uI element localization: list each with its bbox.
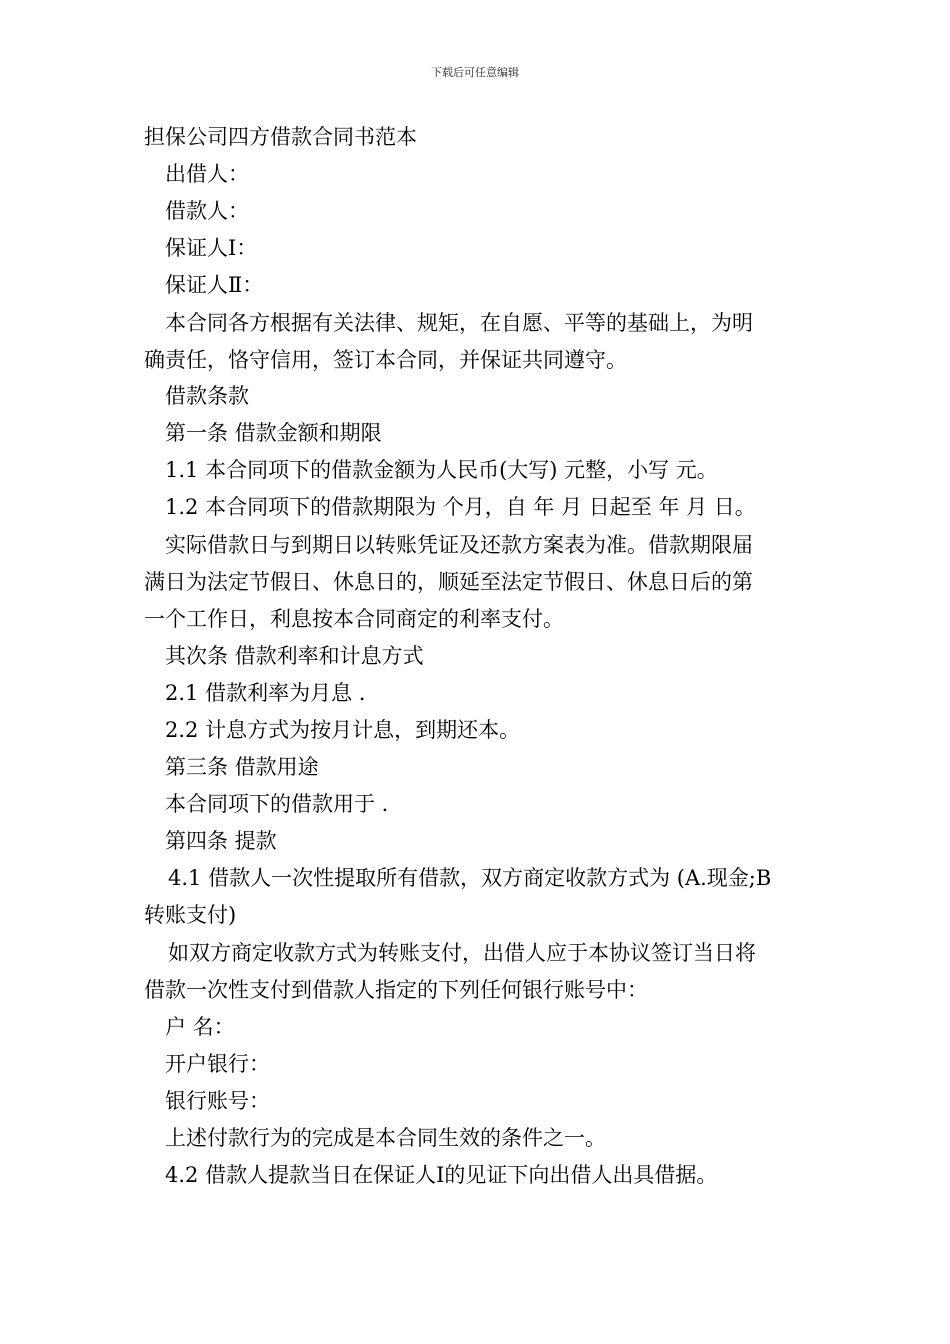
document-title: 担保公司四方借款合同书范本 (144, 125, 417, 149)
page-header-note: 下载后可任意编辑 (431, 66, 519, 79)
bank-account-label: 银行账号： (165, 1089, 270, 1113)
party-borrower-label: 借款人： (165, 199, 249, 223)
bank-name-label: 开户银行： (165, 1052, 270, 1076)
section-heading-loan-terms: 借款条款 (165, 384, 249, 408)
article-1-heading: 第一条 借款金额和期限 (165, 421, 382, 445)
paragraph-actual-date-line-1: 实际借款日与到期日以转账凭证及还款方案表为准。借款期限届 (165, 533, 753, 557)
clause-4-1-line-2: 转账支付) (144, 903, 237, 927)
party-guarantor-1-label: 保证人Ⅰ： (165, 236, 258, 260)
article-4-heading: 第四条 提款 (165, 829, 277, 853)
paragraph-actual-date-line-3: 一个工作日，利息按本合同商定的利率支付。 (144, 607, 564, 631)
preamble-line-1: 本合同各方根据有关法律、规矩，在自愿、平等的基础上，为明 (165, 311, 753, 335)
article-3-body: 本合同项下的借款用于 . (165, 792, 389, 816)
party-lender-label: 出借人： (165, 162, 249, 186)
transfer-paragraph-line-2: 借款一次性支付到借款人指定的下列任何银行账号中： (144, 978, 648, 1002)
transfer-paragraph-line-1: 如双方商定收款方式为转账支付，出借人应于本协议签订当日将 (168, 941, 756, 965)
party-guarantor-2-label: 保证人Ⅱ： (165, 273, 264, 297)
article-2-heading: 其次条 借款利率和计息方式 (165, 644, 424, 668)
account-name-label: 户 名： (165, 1015, 235, 1039)
clause-4-1-line-1: 4.1 借款人一次性提取所有借款，双方商定收款方式为 (A.现金;B (168, 866, 772, 890)
payment-condition-text: 上述付款行为的完成是本合同生效的条件之一。 (165, 1126, 606, 1150)
article-3-heading: 第三条 借款用途 (165, 755, 319, 779)
clause-2-1: 2.1 借款利率为月息 . (165, 681, 366, 705)
clause-1-1: 1.1 本合同项下的借款金额为人民币(大写) 元整，小写 元。 (165, 458, 718, 482)
paragraph-actual-date-line-2: 满日为法定节假日、休息日的，顺延至法定节假日、休息日后的第 (144, 570, 753, 594)
preamble-line-2: 确责任，恪守信用，签订本合同，并保证共同遵守。 (144, 348, 627, 372)
clause-4-2: 4.2 借款人提款当日在保证人Ⅰ的见证下向出借人出具借据。 (165, 1163, 718, 1187)
clause-2-2: 2.2 计息方式为按月计息，到期还本。 (165, 718, 521, 742)
clause-1-2: 1.2 本合同项下的借款期限为 个月，自 年 月 日起至 年 月 日。 (165, 495, 756, 519)
